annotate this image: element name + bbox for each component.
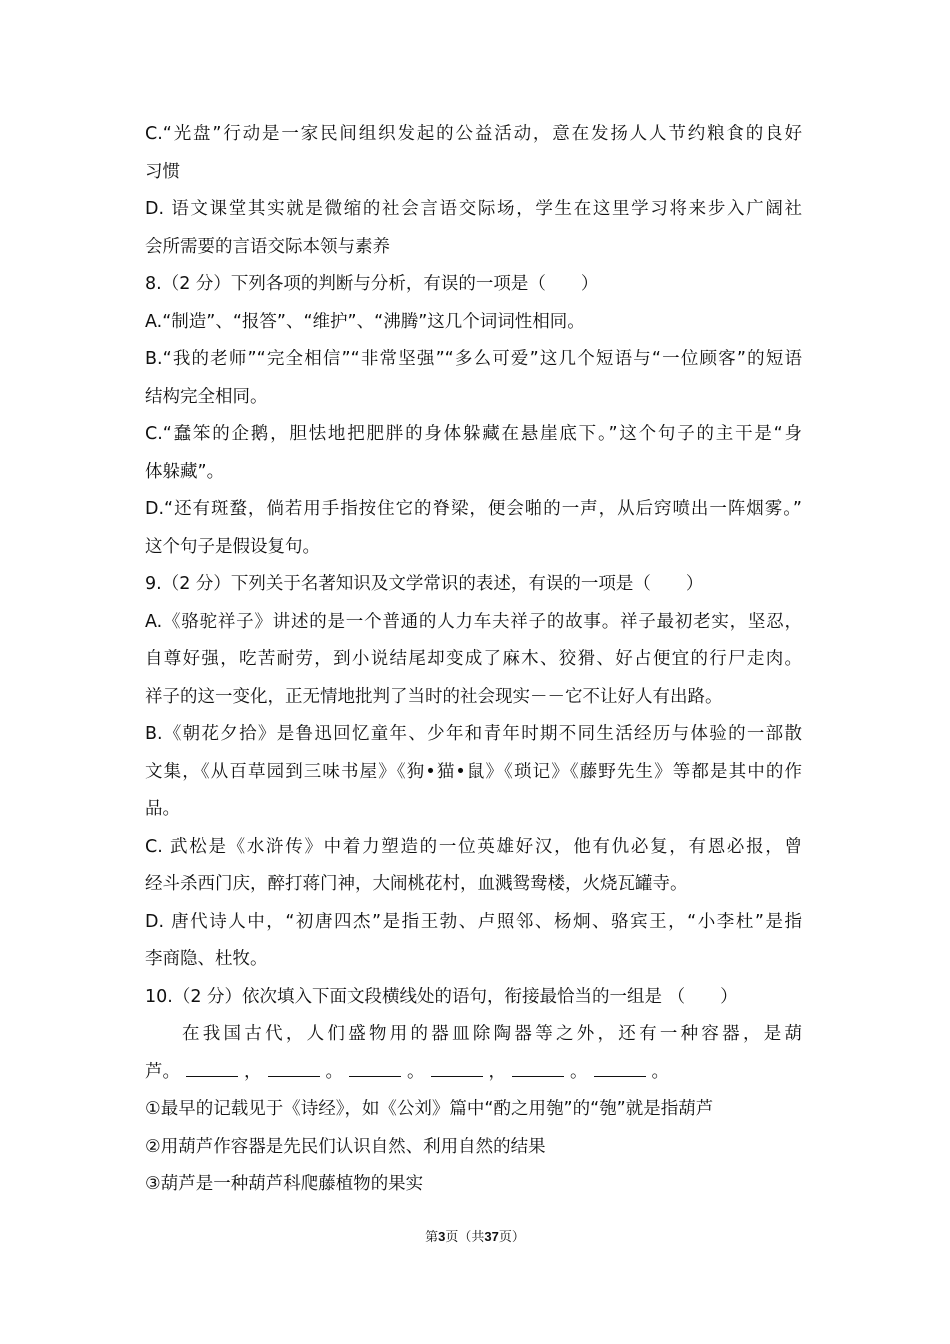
text-fragment: 芦。 <box>145 1061 180 1082</box>
text-line: D.“还有斑蝥，倘若用手指按住它的脊梁，便会啪的一声，从后窍喷出一阵烟雾。” <box>145 499 802 519</box>
fill-blank <box>349 1058 401 1077</box>
text-line: C. 武松是《水浒传》中着力塑造的一位英雄好汉，他有仇必复，有恩必报，曾 <box>145 836 802 857</box>
text-line: 祥子的这一变化，正无情地批判了当时的社会现实－－它不让好人有出路。 <box>145 686 723 707</box>
text-line: B.“我的老师”“完全相信”“非常坚强”“多么可爱”这几个短语与“一位顾客”的短语 <box>145 349 802 369</box>
question-8-title: 8.（2 分）下列各项的判断与分析，有误的一项是（ ） <box>145 274 599 294</box>
footer-text: 页） <box>498 1230 525 1245</box>
punct: 。 <box>407 1061 425 1082</box>
fill-blank <box>594 1058 646 1077</box>
document-body <box>145 120 802 1208</box>
text-line: 自尊好强，吃苦耐劳，到小说结尾却变成了麻木、狡猾、好占便宜的行尸走肉。 <box>145 649 802 669</box>
fill-blank <box>512 1058 564 1077</box>
fill-blank <box>431 1058 483 1077</box>
footer-text: 第 <box>425 1230 439 1245</box>
total-pages: 37 <box>484 1229 499 1244</box>
punct: 。 <box>570 1061 588 1082</box>
text-line: 体躲藏”。 <box>145 461 225 482</box>
option-1: ①最早的记载见于《诗经》，如《公刘》篇中“酌之用匏”的“匏”就是指葫芦 <box>145 1099 714 1119</box>
option-2: ②用葫芦作容器是先民们认识自然、利用自然的结果 <box>145 1136 546 1157</box>
punct: 。 <box>651 1061 669 1082</box>
footer-text: 页（共 <box>445 1230 485 1245</box>
text-line: A.“制造”、“报答”、“维护”、“沸腾”这几个词词性相同。 <box>145 311 585 332</box>
text-line: 习惯 <box>145 161 180 182</box>
text-line: C.“蠢笨的企鹅，胆怯地把肥胖的身体躲藏在悬崖底下。”这个句子的主干是“身 <box>145 424 802 444</box>
fill-blank <box>268 1058 320 1077</box>
text-line: 结构完全相同。 <box>145 386 268 407</box>
option-3: ③葫芦是一种葫芦科爬藤植物的果实 <box>145 1174 424 1194</box>
text-line: 品。 <box>145 799 180 819</box>
text-line: C.“光盘”行动是一家民间组织发起的公益活动，意在发扬人人节约粮食的良好 <box>145 124 802 144</box>
text-line: D. 语文课堂其实就是微缩的社会言语交际场，学生在这里学习将来步入广阔社 <box>145 199 802 219</box>
blank-line <box>145 1058 802 1096</box>
page-number: 3 <box>438 1229 446 1244</box>
text-line: B.《朝花夕拾》是鲁迅回忆童年、少年和青年时期不同生活经历与体验的一部散 <box>145 724 802 744</box>
punct: ， <box>488 1061 506 1082</box>
text-line: 这个句子是假设复句。 <box>145 536 320 557</box>
question-10-title: 10.（2 分）依次填入下面文段横线处的语句，衔接最恰当的一组是 （ ） <box>145 986 738 1007</box>
fill-blank <box>186 1058 238 1077</box>
text-line: 李商隐、杜牧。 <box>145 949 268 969</box>
text-line: 经斗杀西门庆，醉打蒋门神，大闹桃花村，血溅鸳鸯楼，火烧瓦罐寺。 <box>145 874 688 894</box>
text-line: D. 唐代诗人中，“初唐四杰”是指王勃、卢照邻、杨炯、骆宾王，“小李杜”是指 <box>145 911 802 932</box>
page-footer <box>0 1226 950 1245</box>
text-line: 文集，《从百草园到三味书屋》《狗•猫•鼠》《琐记》《藤野先生》等都是其中的作 <box>145 761 802 782</box>
punct: ， <box>244 1061 262 1082</box>
question-9-title: 9.（2 分）下列关于名著知识及文学常识的表述，有误的一项是（ ） <box>145 574 704 594</box>
punct: 。 <box>325 1061 343 1082</box>
passage-line: 在我国古代，人们盛物用的器皿除陶器等之外，还有一种容器，是葫 <box>182 1024 802 1044</box>
text-line: A.《骆驼祥子》讲述的是一个普通的人力车夫祥子的故事。祥子最初老实，坚忍， <box>145 611 802 632</box>
text-line: 会所需要的言语交际本领与素养 <box>145 236 390 257</box>
